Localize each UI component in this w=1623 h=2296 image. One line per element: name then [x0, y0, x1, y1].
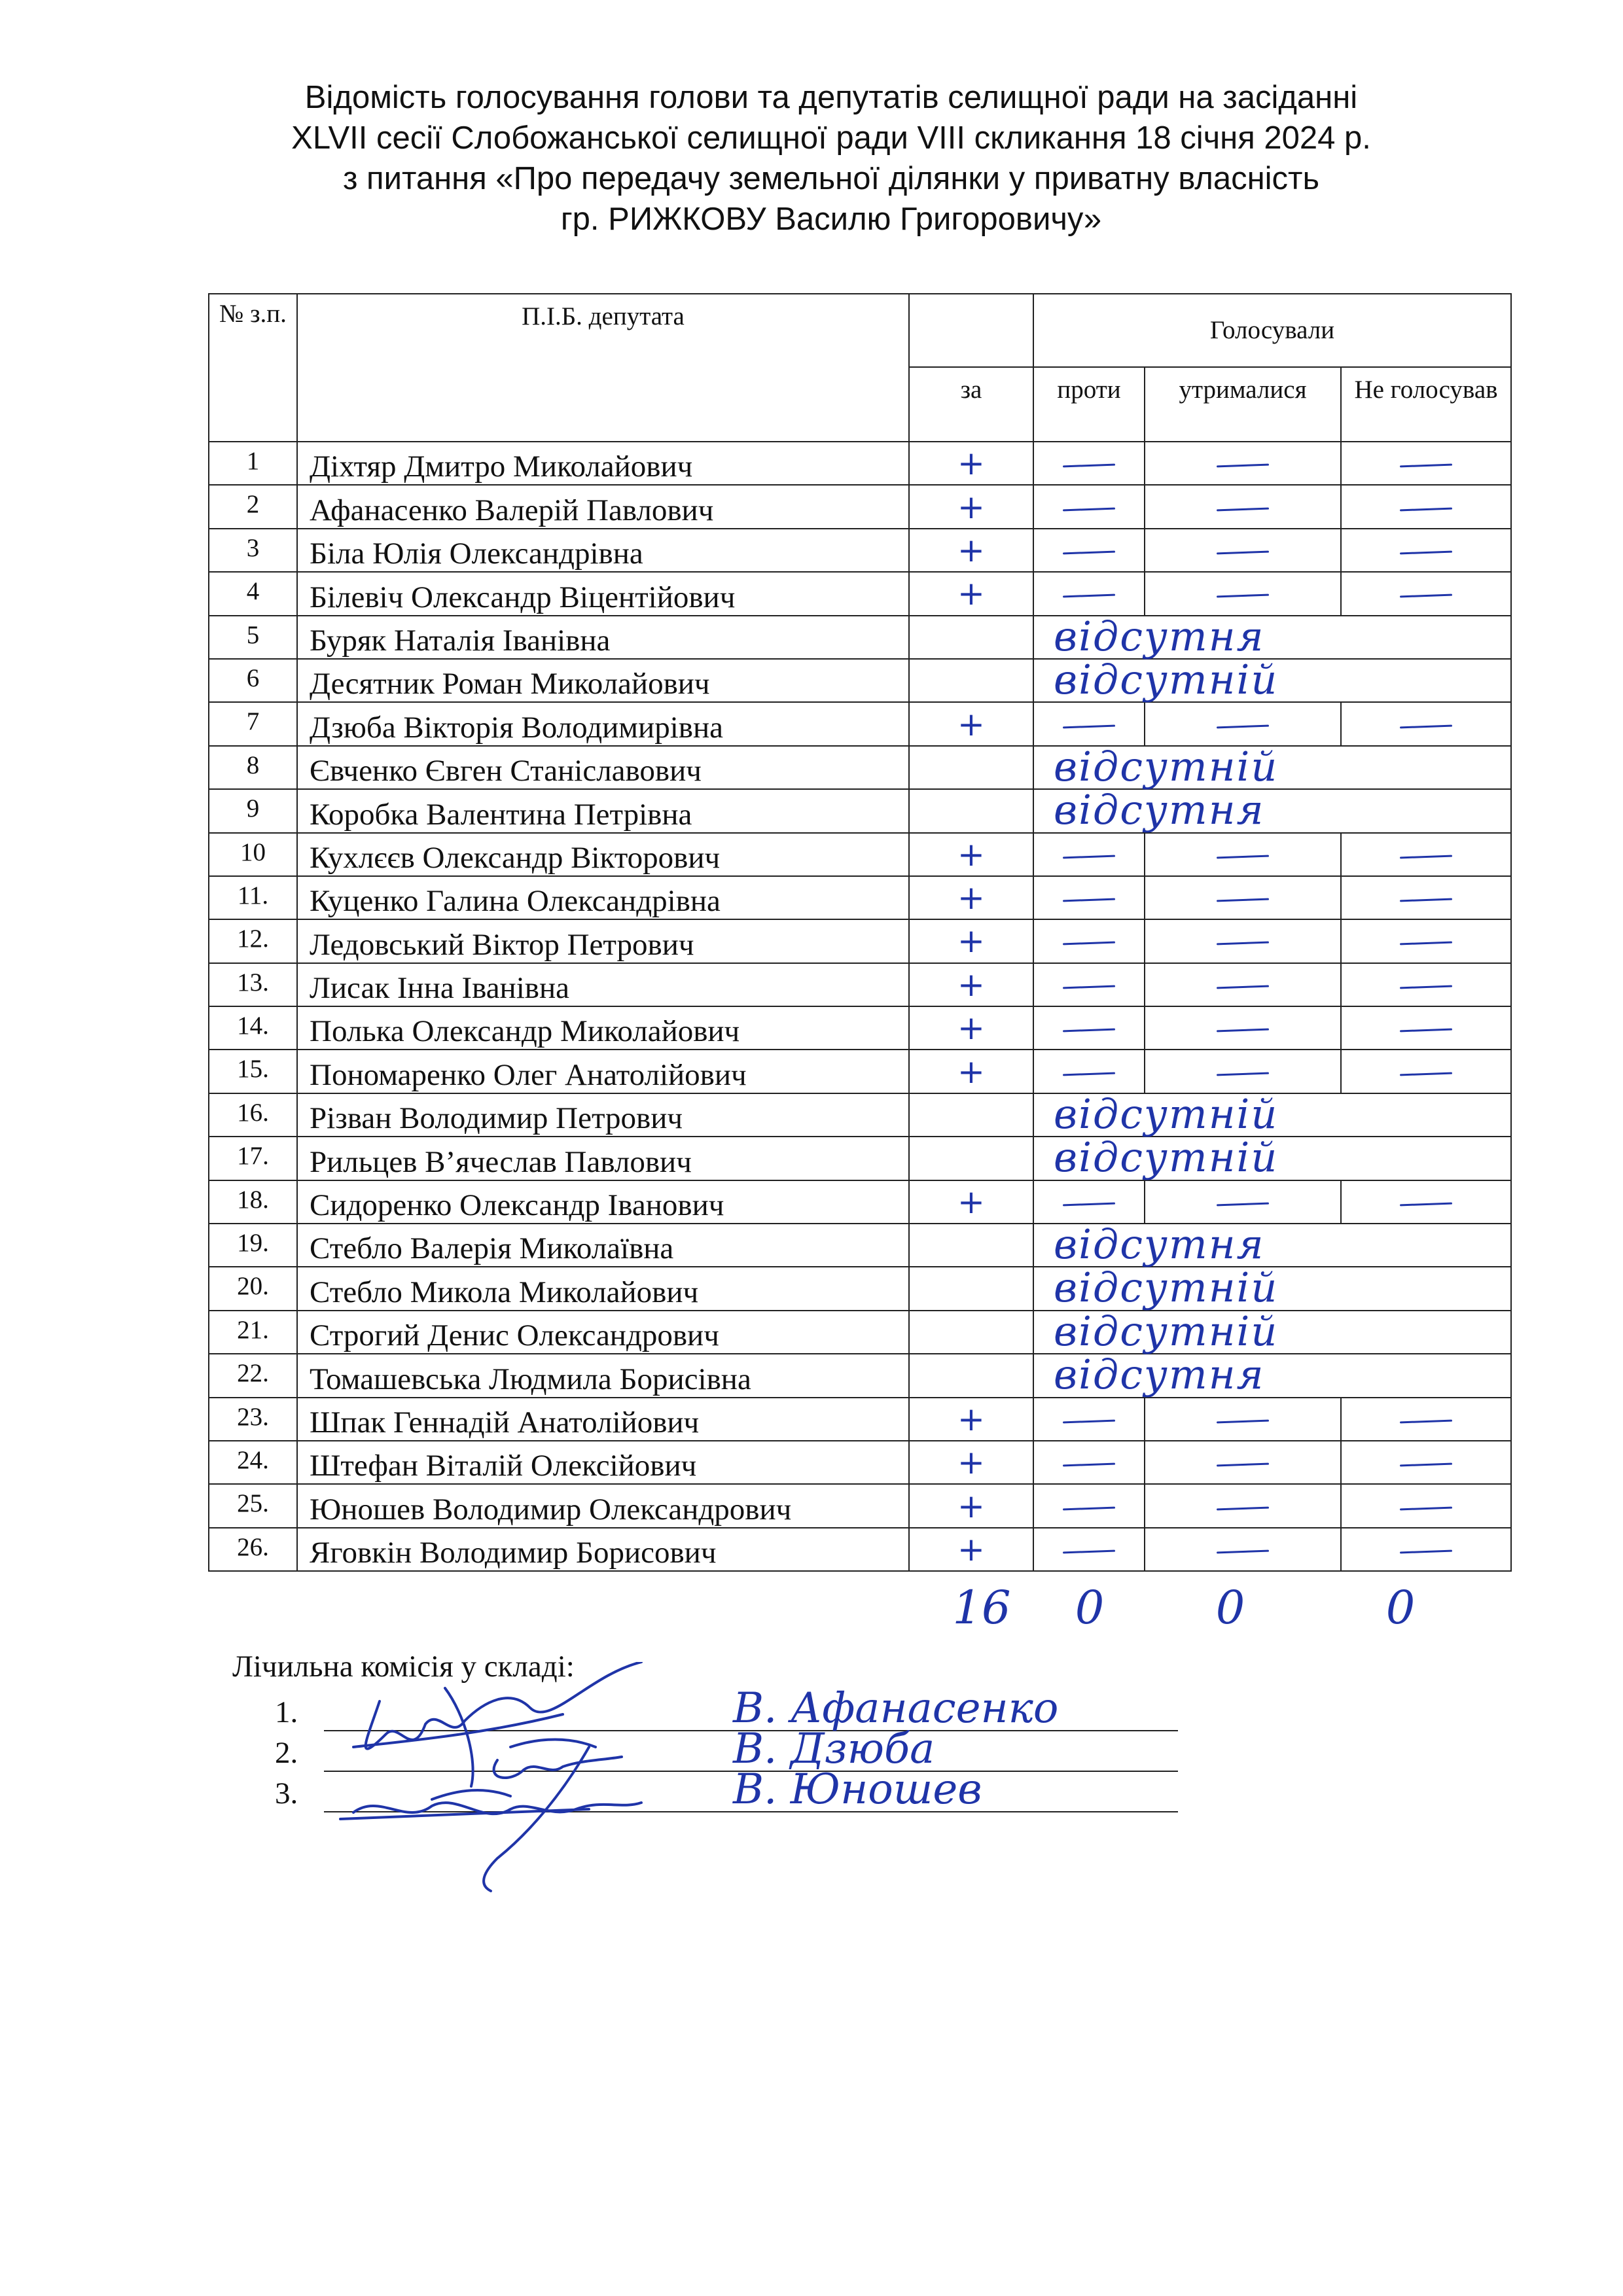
commission-title: Лічильна комісія у складі: — [232, 1650, 575, 1684]
dash-mark — [1217, 724, 1269, 728]
vote-for-mark: + — [909, 1528, 1033, 1571]
deputy-name: Юношев Володимир Олександрович — [297, 1484, 909, 1527]
deputy-name: Діхтяр Дмитро Миколайович — [297, 442, 909, 485]
dash-mark — [1217, 507, 1269, 511]
vote-not-voted-mark — [1341, 833, 1511, 876]
deputy-row — [209, 746, 1511, 789]
vote-for-mark: + — [909, 1484, 1033, 1527]
deputy-name: Пономаренко Олег Анатолійович — [297, 1050, 909, 1093]
vote-for-mark: + — [909, 485, 1033, 528]
signature-2 — [494, 1739, 622, 1778]
deputy-row — [209, 1050, 1511, 1093]
vote-abstain-mark — [1145, 1441, 1341, 1484]
deputy-row — [209, 919, 1511, 963]
vote-against-mark — [1033, 1528, 1145, 1571]
vote-for-empty — [909, 1311, 1033, 1354]
vote-abstain-mark — [1145, 876, 1341, 919]
signature-1 — [366, 1662, 641, 1749]
column-abstain-header: утрималися — [1145, 367, 1341, 442]
vote-for-mark: + — [909, 442, 1033, 485]
voting-table-body — [209, 442, 1511, 1571]
vote-against-mark — [1033, 442, 1145, 485]
column-not-voted-header: Не голосував — [1341, 367, 1511, 442]
dash-mark — [1063, 1463, 1115, 1467]
deputy-row — [209, 1093, 1511, 1137]
dash-mark — [1063, 1029, 1115, 1033]
dash-mark — [1063, 1072, 1115, 1076]
deputy-number: 8 — [209, 746, 297, 789]
absent-note: відсутня — [1054, 612, 1265, 660]
deputy-name: Коробка Валентина Петрівна — [297, 789, 909, 832]
vote-for-empty — [909, 1224, 1033, 1267]
absent-cell — [1033, 1133, 1511, 1182]
vote-for-mark: + — [909, 1006, 1033, 1050]
vote-against-mark — [1033, 1006, 1145, 1050]
deputy-name: Яговкін Володимир Борисович — [297, 1528, 909, 1571]
dash-mark — [1217, 1202, 1269, 1206]
vote-for-mark: + — [909, 572, 1033, 615]
deputy-name: Різван Володимир Петрович — [297, 1093, 909, 1137]
dash-mark — [1400, 1072, 1452, 1076]
member-name: В. Афанасенко — [733, 1684, 1059, 1733]
dash-mark — [1063, 1506, 1115, 1510]
dash-mark — [1400, 985, 1452, 989]
total-abstain: 0 — [1215, 1581, 1245, 1634]
dash-mark — [1063, 898, 1115, 902]
deputy-number: 23. — [209, 1398, 297, 1441]
dash-mark — [1063, 1550, 1115, 1554]
member-name: В. Юношев — [733, 1765, 982, 1814]
vote-not-voted-mark — [1341, 442, 1511, 485]
deputy-name: Куценко Галина Олександрівна — [297, 876, 909, 919]
deputy-number: 2 — [209, 485, 297, 528]
vote-for-empty — [909, 1137, 1033, 1180]
deputy-name: Біла Юлія Олександрівна — [297, 529, 909, 572]
deputy-row — [209, 1484, 1511, 1527]
absent-cell — [1033, 1263, 1511, 1312]
deputy-number: 14. — [209, 1006, 297, 1050]
header-line-4: гр. РИЖКОВУ Василю Григоровичу» — [560, 202, 1102, 237]
vote-abstain-mark — [1145, 1398, 1341, 1441]
vote-abstain-mark — [1145, 919, 1341, 963]
vote-not-voted-mark — [1341, 1180, 1511, 1224]
vote-abstain-mark — [1145, 1180, 1341, 1224]
vote-abstain-mark — [1145, 1006, 1341, 1050]
header-line-3: з питання «Про передачу земельної ділянки у приватну власність — [342, 161, 1320, 196]
dash-mark — [1217, 1463, 1269, 1467]
deputy-name: Сидоренко Олександр Іванович — [297, 1180, 909, 1224]
dash-mark — [1063, 942, 1115, 945]
absent-cell — [1033, 786, 1511, 834]
dash-mark — [1217, 1419, 1269, 1423]
deputy-row — [209, 1267, 1511, 1310]
deputy-name: Рильцев В’ячеслав Павлович — [297, 1137, 909, 1180]
vote-not-voted-mark — [1341, 1528, 1511, 1571]
vote-not-voted-mark — [1341, 485, 1511, 528]
deputy-row — [209, 876, 1511, 919]
member-index: 1. — [275, 1695, 298, 1729]
dash-mark — [1063, 464, 1115, 468]
vote-abstain-mark — [1145, 1050, 1341, 1093]
deputy-row — [209, 1398, 1511, 1441]
deputy-row — [209, 702, 1511, 745]
vote-against-mark — [1033, 485, 1145, 528]
vote-for-empty — [909, 616, 1033, 659]
deputy-number: 12. — [209, 919, 297, 963]
deputy-number: 7 — [209, 702, 297, 745]
deputy-number: 24. — [209, 1441, 297, 1484]
column-for-header: за — [909, 367, 1033, 442]
handwritten-signatures — [314, 1662, 733, 1911]
absent-cell — [1033, 742, 1511, 790]
vote-against-mark — [1033, 833, 1145, 876]
dash-mark — [1063, 855, 1115, 858]
deputy-name: Ледовський Віктор Петрович — [297, 919, 909, 963]
vote-for-empty — [909, 1093, 1033, 1137]
signature-3-flourish — [432, 1747, 589, 1891]
absent-note: відсутній — [1054, 1307, 1279, 1355]
vote-abstain-mark — [1145, 572, 1341, 615]
deputy-row — [209, 616, 1511, 659]
header-line-1: Відомість голосування голови та депутатів селищної ради на засіданні — [304, 80, 1358, 115]
vote-not-voted-mark — [1341, 1050, 1511, 1093]
deputy-name: Лисак Інна Іванівна — [297, 963, 909, 1006]
column-against-header: проти — [1033, 367, 1145, 442]
deputy-row — [209, 1311, 1511, 1354]
total-for: 16 — [952, 1581, 1011, 1634]
deputy-name: Кухлєєв Олександр Вікторович — [297, 833, 909, 876]
vote-for-empty — [909, 789, 1033, 832]
dash-mark — [1400, 1463, 1452, 1467]
deputy-number: 22. — [209, 1354, 297, 1397]
dash-mark — [1400, 942, 1452, 945]
deputy-number: 21. — [209, 1311, 297, 1354]
vote-not-voted-mark — [1341, 1398, 1511, 1441]
deputy-number: 16. — [209, 1093, 297, 1137]
dash-mark — [1400, 855, 1452, 858]
vote-abstain-mark — [1145, 702, 1341, 745]
total-not-voted: 0 — [1385, 1581, 1416, 1634]
absent-note: відсутній — [1054, 742, 1279, 790]
dash-mark — [1217, 855, 1269, 858]
deputy-name: Полька Олександр Миколайович — [297, 1006, 909, 1050]
column-name-header: П.І.Б. депутата — [297, 294, 909, 442]
vote-for-empty — [909, 1267, 1033, 1310]
dash-mark — [1400, 464, 1452, 468]
vote-not-voted-mark — [1341, 919, 1511, 963]
absent-cell — [1033, 1307, 1511, 1355]
deputy-number: 11. — [209, 876, 297, 919]
deputy-row — [209, 659, 1511, 702]
absent-note: відсутня — [1054, 786, 1265, 834]
deputy-row — [209, 1180, 1511, 1224]
dash-mark — [1400, 1029, 1452, 1033]
deputy-row — [209, 572, 1511, 615]
dash-mark — [1400, 551, 1452, 555]
deputy-name: Стебло Валерія Миколаївна — [297, 1224, 909, 1267]
vote-for-mark: + — [909, 876, 1033, 919]
deputy-number: 26. — [209, 1528, 297, 1571]
vote-abstain-mark — [1145, 529, 1341, 572]
deputy-row — [209, 442, 1511, 485]
vote-not-voted-mark — [1341, 963, 1511, 1006]
member-name: В. Дзюба — [733, 1725, 935, 1773]
dash-mark — [1217, 942, 1269, 945]
deputy-name: Буряк Наталія Іванівна — [297, 616, 909, 659]
vote-against-mark — [1033, 876, 1145, 919]
vote-abstain-mark — [1145, 963, 1341, 1006]
absent-cell — [1033, 612, 1511, 660]
dash-mark — [1217, 464, 1269, 468]
vote-for-mark: + — [909, 702, 1033, 745]
vote-for-mark: + — [909, 1050, 1033, 1093]
dash-mark — [1217, 1029, 1269, 1033]
vote-against-mark — [1033, 702, 1145, 745]
total-against: 0 — [1075, 1581, 1105, 1634]
vote-abstain-mark — [1145, 485, 1341, 528]
vote-for-empty — [909, 746, 1033, 789]
dash-mark — [1400, 1506, 1452, 1510]
dash-mark — [1400, 1202, 1452, 1206]
deputy-row — [209, 1224, 1511, 1267]
deputy-name: Євченко Євген Станіславович — [297, 746, 909, 789]
deputy-name: Штефан Віталій Олексійович — [297, 1441, 909, 1484]
deputy-number: 18. — [209, 1180, 297, 1224]
vote-against-mark — [1033, 919, 1145, 963]
dash-mark — [1400, 507, 1452, 511]
deputy-row — [209, 963, 1511, 1006]
dash-mark — [1217, 594, 1269, 598]
deputy-number: 13. — [209, 963, 297, 1006]
vote-not-voted-mark — [1341, 1441, 1511, 1484]
absent-cell — [1033, 1220, 1511, 1269]
absent-cell — [1033, 1089, 1511, 1138]
vote-against-mark — [1033, 1180, 1145, 1224]
deputy-row — [209, 1528, 1511, 1571]
deputy-name: Дзюба Вікторія Володимирівна — [297, 702, 909, 745]
deputy-name: Строгий Денис Олександрович — [297, 1311, 909, 1354]
deputy-name: Афанасенко Валерій Павлович — [297, 485, 909, 528]
header-line-2: XLVII сесії Слобожанської селищної ради VIII скликання 18 січня 2024 р. — [291, 120, 1371, 156]
deputy-row — [209, 789, 1511, 832]
dash-mark — [1063, 724, 1115, 728]
vote-against-mark — [1033, 1441, 1145, 1484]
deputy-number: 25. — [209, 1484, 297, 1527]
deputy-row — [209, 1006, 1511, 1050]
deputy-name: Стебло Микола Миколайович — [297, 1267, 909, 1310]
document-header — [196, 77, 1466, 239]
dash-mark — [1217, 1550, 1269, 1554]
absent-note: відсутній — [1054, 1089, 1279, 1138]
absent-note: відсутня — [1054, 1351, 1265, 1399]
vote-for-mark: + — [909, 1441, 1033, 1484]
absent-cell — [1033, 655, 1511, 703]
dash-mark — [1063, 551, 1115, 555]
deputy-row — [209, 833, 1511, 876]
absent-note: відсутня — [1054, 1220, 1265, 1269]
signature-3 — [340, 1803, 641, 1819]
member-index: 2. — [275, 1736, 298, 1770]
dash-mark — [1400, 594, 1452, 598]
vote-against-mark — [1033, 572, 1145, 615]
dash-mark — [1217, 985, 1269, 989]
vote-for-mark: + — [909, 833, 1033, 876]
vote-not-voted-mark — [1341, 572, 1511, 615]
signature-1-flourish — [353, 1688, 563, 1786]
deputy-number: 5 — [209, 616, 297, 659]
dash-mark — [1217, 551, 1269, 555]
deputy-number: 1 — [209, 442, 297, 485]
vote-abstain-mark — [1145, 1484, 1341, 1527]
deputy-name: Десятник Роман Миколайович — [297, 659, 909, 702]
vote-totals — [0, 1578, 1623, 1637]
deputy-row — [209, 529, 1511, 572]
member-index: 3. — [275, 1776, 298, 1810]
vote-not-voted-mark — [1341, 702, 1511, 745]
vote-against-mark — [1033, 529, 1145, 572]
vote-for-empty — [909, 659, 1033, 702]
deputy-number: 9 — [209, 789, 297, 832]
dash-mark — [1400, 1419, 1452, 1423]
dash-mark — [1400, 724, 1452, 728]
column-voted-header: Голосували — [1033, 294, 1511, 367]
vote-not-voted-mark — [1341, 876, 1511, 919]
deputy-row — [209, 1137, 1511, 1180]
deputy-number: 19. — [209, 1224, 297, 1267]
dash-mark — [1400, 1550, 1452, 1554]
deputy-row — [209, 485, 1511, 528]
vote-for-mark: + — [909, 919, 1033, 963]
deputy-number: 3 — [209, 529, 297, 572]
column-number-header: № з.п. — [209, 294, 297, 442]
vote-for-mark: + — [909, 1180, 1033, 1224]
deputy-number: 6 — [209, 659, 297, 702]
dash-mark — [1217, 1506, 1269, 1510]
dash-mark — [1063, 1419, 1115, 1423]
absent-note: відсутній — [1054, 1263, 1279, 1312]
vote-abstain-mark — [1145, 1528, 1341, 1571]
vote-for-empty — [909, 1354, 1033, 1397]
vote-abstain-mark — [1145, 442, 1341, 485]
vote-for-mark: + — [909, 963, 1033, 1006]
vote-against-mark — [1033, 1398, 1145, 1441]
deputy-number: 10 — [209, 833, 297, 876]
dash-mark — [1217, 1072, 1269, 1076]
vote-against-mark — [1033, 1050, 1145, 1093]
vote-not-voted-mark — [1341, 529, 1511, 572]
deputy-number: 20. — [209, 1267, 297, 1310]
dash-mark — [1063, 507, 1115, 511]
vote-not-voted-mark — [1341, 1484, 1511, 1527]
dash-mark — [1400, 898, 1452, 902]
deputy-row — [209, 1441, 1511, 1484]
deputy-name: Білевіч Олександр Віцентійович — [297, 572, 909, 615]
vote-abstain-mark — [1145, 833, 1341, 876]
vote-against-mark — [1033, 963, 1145, 1006]
column-blank-header — [909, 294, 1033, 367]
dash-mark — [1063, 1202, 1115, 1206]
vote-against-mark — [1033, 1484, 1145, 1527]
dash-mark — [1217, 898, 1269, 902]
absent-cell — [1033, 1351, 1511, 1399]
absent-note: відсутній — [1054, 655, 1279, 703]
deputy-number: 4 — [209, 572, 297, 615]
dash-mark — [1063, 594, 1115, 598]
deputy-number: 15. — [209, 1050, 297, 1093]
deputy-row — [209, 1354, 1511, 1397]
vote-for-mark: + — [909, 1398, 1033, 1441]
vote-for-mark: + — [909, 529, 1033, 572]
dash-mark — [1063, 985, 1115, 989]
absent-note: відсутній — [1054, 1133, 1279, 1182]
deputy-name: Томашевська Людмила Борисівна — [297, 1354, 909, 1397]
deputy-number: 17. — [209, 1137, 297, 1180]
voting-table — [208, 293, 1512, 1572]
deputy-name: Шпак Геннадій Анатолійович — [297, 1398, 909, 1441]
vote-not-voted-mark — [1341, 1006, 1511, 1050]
